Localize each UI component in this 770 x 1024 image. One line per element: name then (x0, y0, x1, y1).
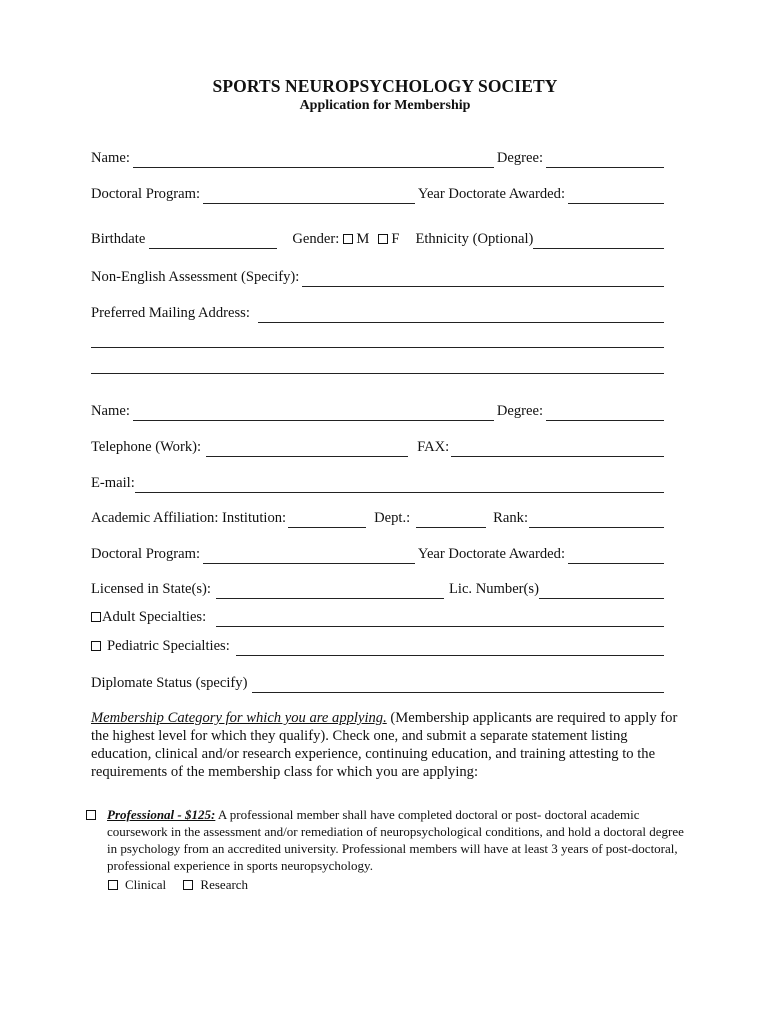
name-row-1 (91, 148, 664, 168)
licensed-row (91, 579, 664, 599)
dept-field[interactable] (416, 511, 486, 528)
mailing-address-row (91, 303, 664, 323)
email-row (91, 473, 664, 493)
birthdate-field[interactable] (149, 232, 277, 249)
year-doctorate-label: Year Doctorate Awarded: (417, 186, 565, 202)
year-doctorate-label-2: Year Doctorate Awarded: (417, 546, 565, 562)
professional-paragraph (107, 806, 687, 874)
dept-label: Dept.: (374, 510, 411, 526)
fax-field[interactable] (451, 440, 664, 457)
name-label: Name: (91, 150, 130, 166)
diplomate-row (91, 673, 664, 693)
telephone-row (91, 437, 664, 457)
mailing-address-line-3[interactable] (91, 373, 664, 374)
clinical-checkbox[interactable] (108, 880, 118, 890)
mailing-address-field[interactable] (258, 306, 664, 323)
year-doctorate-field[interactable] (568, 187, 664, 204)
diplomate-label: Diplomate Status (specify) (91, 675, 248, 691)
telephone-field[interactable] (206, 440, 408, 457)
rank-label: Rank: (493, 510, 529, 526)
pediatric-checkbox[interactable] (91, 641, 101, 651)
gender-f-option[interactable]: F (378, 231, 399, 249)
gender-m-checkbox[interactable] (343, 234, 353, 244)
adult-specialties-option[interactable]: Adult Specialties: (91, 609, 206, 627)
name-label-2: Name: (91, 403, 130, 419)
research-option[interactable]: Research (183, 877, 248, 892)
doctoral-program-field[interactable] (203, 187, 415, 204)
pediatric-specialties-row (91, 636, 664, 656)
membership-category-paragraph (91, 709, 681, 781)
diplomate-field[interactable] (252, 676, 664, 693)
pediatric-specialties-field[interactable] (236, 639, 664, 656)
degree-label: Degree: (496, 150, 543, 166)
professional-heading: Professional - $125: (107, 807, 216, 822)
mailing-address-line-2[interactable] (91, 347, 664, 348)
adult-specialties-field[interactable] (216, 610, 664, 627)
degree-field[interactable] (546, 151, 664, 168)
telephone-label: Telephone (Work): (91, 439, 202, 455)
name-field[interactable] (133, 151, 494, 168)
rank-field[interactable] (529, 511, 664, 528)
pediatric-specialties-option[interactable]: Pediatric Specialties: (91, 638, 230, 656)
professional-checkbox[interactable] (86, 810, 96, 820)
non-english-label: Non-English Assessment (Specify): (91, 269, 300, 285)
gender-m-option[interactable]: M (343, 231, 369, 249)
licensed-field[interactable] (216, 582, 444, 599)
lic-number-label: Lic. Number(s) (448, 581, 539, 597)
doctoral-program-label: Doctoral Program: (91, 186, 201, 202)
gender-label: Gender: (292, 231, 340, 247)
adult-specialties-row (91, 607, 664, 627)
research-checkbox[interactable] (183, 880, 193, 890)
gender-f-checkbox[interactable] (378, 234, 388, 244)
society-title: SPORTS NEUROPSYCHOLOGY SOCIETY (212, 76, 558, 96)
name-row-2 (91, 401, 664, 421)
academic-row (91, 508, 664, 528)
name-field-2[interactable] (133, 404, 494, 421)
doctoral-program-field-2[interactable] (203, 547, 415, 564)
clinical-option[interactable]: Clinical (108, 877, 166, 892)
adult-checkbox[interactable] (91, 612, 101, 622)
academic-label: Academic Affiliation: Institution: (91, 510, 287, 526)
doctoral-row-2 (91, 544, 664, 564)
non-english-field[interactable] (302, 270, 664, 287)
professional-suboptions (108, 877, 262, 893)
membership-category-heading: Membership Category for which you are applying. (91, 710, 387, 726)
licensed-label: Licensed in State(s): (91, 581, 211, 597)
degree-label-2: Degree: (496, 403, 543, 419)
non-english-row (91, 267, 664, 287)
form-subtitle: Application for Membership (299, 98, 471, 113)
institution-field[interactable] (288, 511, 366, 528)
birthdate-row (91, 229, 664, 249)
fax-label: FAX: (417, 439, 450, 455)
lic-number-field[interactable] (539, 582, 664, 599)
year-doctorate-field-2[interactable] (568, 547, 664, 564)
professional-text: A professional member shall have completed doctoral or post- doctoral academic coursework in the assessment and/or remediation of neuropsychological conditions, and hold a doctoral degree in psychology from an accredited university. Professional members will have at least 3 years of post-doctoral, professional experience in sports neuropsychology. (107, 807, 684, 873)
ethnicity-field[interactable] (533, 232, 664, 249)
doctoral-row-1 (91, 184, 664, 204)
membership-category-text: (Membership applicants are required to apply for the highest level for which they qualify). Check one, and submit a separate statement listing education, clinical and/or research experience, continuing education, and training attesting to the requirements of the membership class for which you are applying: (91, 710, 678, 780)
mailing-address-label: Preferred Mailing Address: (91, 305, 250, 321)
email-label: E-mail: (91, 475, 135, 491)
ethnicity-label: Ethnicity (Optional) (415, 231, 534, 247)
birthdate-label: Birthdate (91, 231, 146, 247)
degree-field-2[interactable] (546, 404, 664, 421)
doctoral-program-label-2: Doctoral Program: (91, 546, 201, 562)
email-field[interactable] (135, 476, 664, 493)
